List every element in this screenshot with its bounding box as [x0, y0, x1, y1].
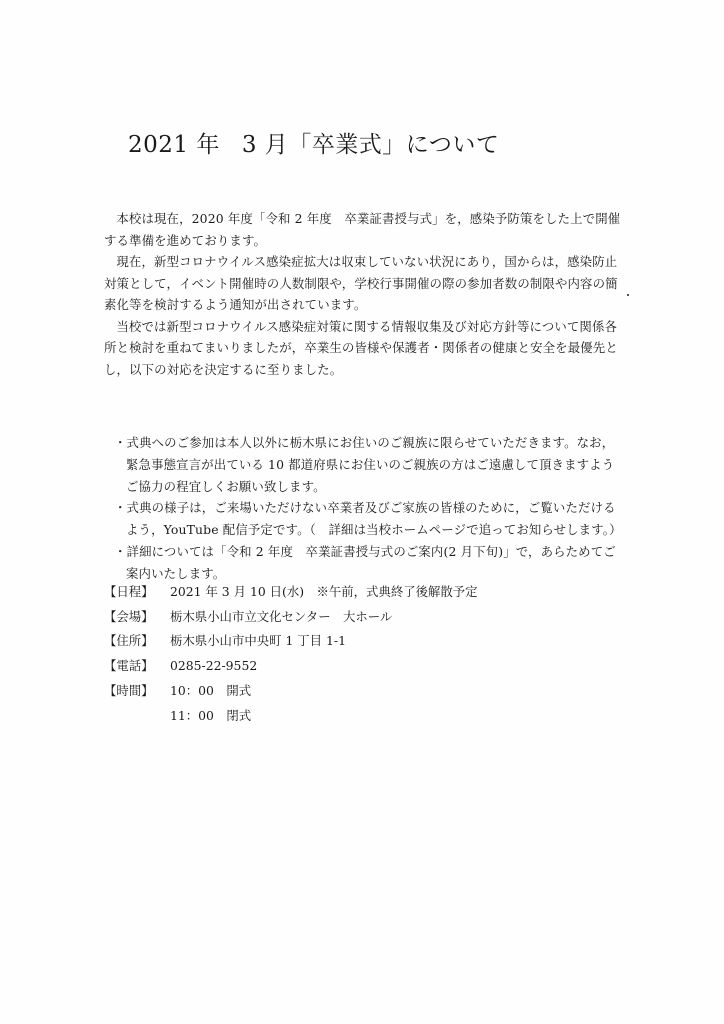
detail-value: 2021 年 3 月 10 日(水) ※午前，式典終了後解散予定 [170, 584, 478, 599]
detail-value: 11：00 閉式 [170, 707, 252, 723]
event-details [104, 580, 478, 728]
detail-value: 栃木県小山市立文化センター 大ホール [170, 608, 393, 624]
detail-label: 【電話】 [104, 658, 154, 674]
detail-label: 【日程】 [104, 584, 154, 599]
bullet-item: ・詳細については「令和 2 年度 卒業証書授与式のご案内(2 月下旬)」で，あらためてご案内いたします。 [114, 543, 616, 581]
detail-row-date [104, 580, 478, 605]
bullet-item: ・式典の様子は，ご来場いただけない卒業者及びご家族の皆様のために，ご覧いただけるよう，YouTube 配信予定です。（ 詳細は当校ホームページで追ってお知らせします。） [114, 500, 622, 538]
detail-row-address [104, 629, 478, 654]
paragraph: 現在，新型コロナウイルス感染症拡大は収束していない状況にあり，国からは，感染防止対策として，イベント開催時の人数制限や，学校行事開催の際の参加者数の制限や内容の簡素化等を検討するよう通知が出されています。 [104, 254, 618, 312]
scan-speck [627, 294, 629, 296]
detail-row-time-close [104, 704, 478, 729]
detail-value: 0285-22-9552 [170, 658, 258, 674]
title-event: 3 月「卒業式」について [241, 132, 500, 158]
paragraph: 本校は現在，2020 年度「令和 2 年度 卒業証書授与式」を，感染予防策をした上で開催する準備を進めております。 [104, 211, 621, 248]
detail-row-time [104, 679, 478, 704]
paragraph: 当校では新型コロナウイルス感染症対策に関する情報収集及び対応方針等について関係各所と検討を重ねてまいりましたが，卒業生の皆様や保護者・関係者の健康と安全を最優先とし，以下の対応を決定するに至りました。 [104, 318, 618, 377]
detail-row-venue [104, 605, 478, 630]
detail-label: 【時間】 [104, 682, 154, 698]
page-title [128, 126, 499, 159]
title-year: 2021 年 [128, 132, 220, 158]
detail-label: 【会場】 [104, 608, 154, 624]
detail-value: 10：00 開式 [170, 682, 252, 698]
bullet-item: ・式典へのご参加は本人以外に栃木県にお住いのご親族に限らせていただきます。なお，緊急事態宣言が出ている 10 都道府県にお住いのご親族の方はご遠慮して頂きますようご協力の程宜しくお願い致します。 [114, 435, 615, 494]
notice-bullets [114, 432, 626, 585]
intro-paragraphs [104, 208, 624, 380]
detail-value: 栃木県小山市中央町 1 丁目 1-1 [170, 633, 346, 649]
detail-row-phone [104, 654, 478, 679]
detail-label: 【住所】 [104, 633, 154, 649]
